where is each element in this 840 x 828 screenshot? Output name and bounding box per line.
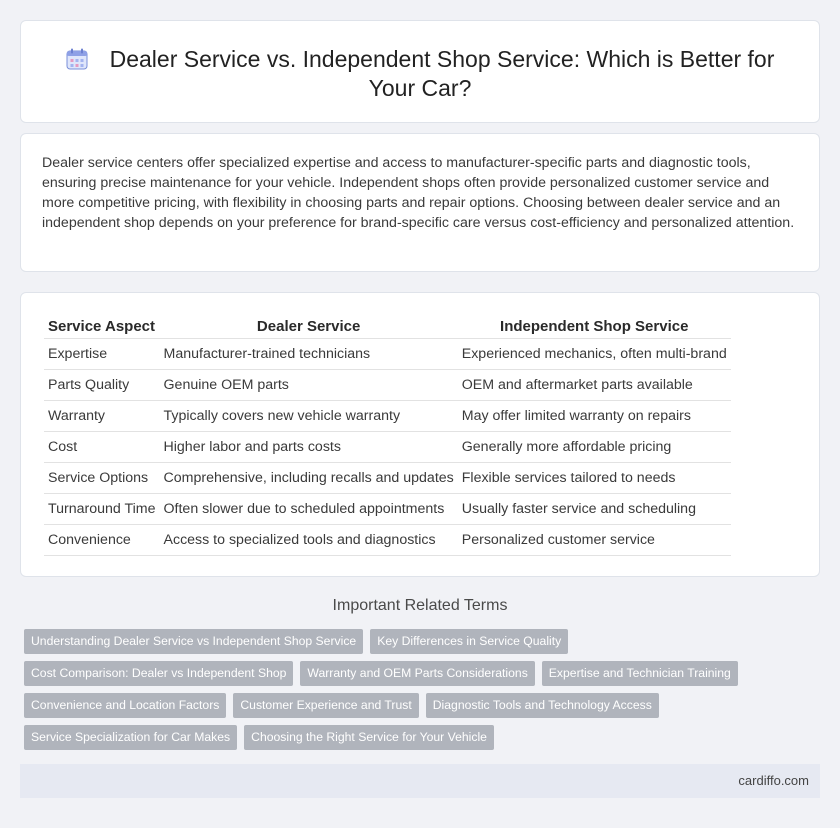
cell-aspect: Service Options <box>44 463 160 494</box>
cell-aspect: Cost <box>44 432 160 463</box>
cell-aspect: Turnaround Time <box>44 494 160 525</box>
related-tag[interactable]: Diagnostic Tools and Technology Access <box>426 693 659 718</box>
table-row <box>44 494 731 525</box>
cell-dealer: Often slower due to scheduled appointments <box>160 494 458 525</box>
table-header-row <box>44 315 731 339</box>
table-row <box>44 339 731 370</box>
related-tag[interactable]: Customer Experience and Trust <box>233 693 418 718</box>
tag-row <box>24 661 738 686</box>
tag-row <box>24 693 659 718</box>
cell-independent: OEM and aftermarket parts available <box>458 370 731 401</box>
cell-independent: Usually faster service and scheduling <box>458 494 731 525</box>
cell-independent: Generally more affordable pricing <box>458 432 731 463</box>
tag-row <box>24 629 568 654</box>
page-title: Dealer Service vs. Independent Shop Service: Which is Better for Your Car? <box>109 46 775 101</box>
cell-dealer: Typically covers new vehicle warranty <box>160 401 458 432</box>
related-tag[interactable]: Understanding Dealer Service vs Independent Shop Service <box>24 629 363 654</box>
table-row <box>44 463 731 494</box>
table-row <box>44 525 731 556</box>
cell-aspect: Warranty <box>44 401 160 432</box>
cell-dealer: Access to specialized tools and diagnostics <box>160 525 458 556</box>
footer <box>20 764 820 798</box>
related-terms-title: Important Related Terms <box>332 597 508 614</box>
column-header-dealer: Dealer Service <box>256 318 361 335</box>
cell-dealer: Comprehensive, including recalls and updates <box>160 463 458 494</box>
related-tag[interactable]: Choosing the Right Service for Your Vehicle <box>244 725 494 750</box>
cell-aspect: Expertise <box>44 339 160 370</box>
related-tag[interactable]: Expertise and Technician Training <box>542 661 738 686</box>
related-tag[interactable]: Convenience and Location Factors <box>24 693 226 718</box>
cell-aspect: Convenience <box>44 525 160 556</box>
cell-dealer: Manufacturer-trained technicians <box>160 339 458 370</box>
footer-site-link[interactable]: cardiffo.com <box>738 773 809 788</box>
table-row <box>44 432 731 463</box>
related-tag[interactable]: Key Differences in Service Quality <box>370 629 568 654</box>
calendar-icon <box>66 48 88 70</box>
cell-independent: May offer limited warranty on repairs <box>458 401 731 432</box>
comparison-table <box>44 315 731 556</box>
cell-dealer: Genuine OEM parts <box>160 370 458 401</box>
intro-card <box>20 133 820 272</box>
cell-independent: Personalized customer service <box>458 525 731 556</box>
header-card <box>20 20 820 123</box>
page-title-row <box>21 45 819 103</box>
column-header-independent: Independent Shop Service <box>500 318 689 335</box>
intro-paragraph: Dealer service centers offer specialized expertise and access to manufacturer-specific parts and diagnostic tools, ensuring precise maintenance for your vehicle. Independent shops often provide personalized customer service and more competitive pricing, with flexibility in choosing parts and repair options. Choosing between dealer service and an independent shop depends on your preference for brand-specific care versus cost-efficiency and personalized attention. <box>42 155 795 231</box>
related-tag[interactable]: Warranty and OEM Parts Considerations <box>300 661 534 686</box>
cell-dealer: Higher labor and parts costs <box>160 432 458 463</box>
cell-independent: Flexible services tailored to needs <box>458 463 731 494</box>
related-tag[interactable]: Cost Comparison: Dealer vs Independent Shop <box>24 661 293 686</box>
cell-independent: Experienced mechanics, often multi-brand <box>458 339 731 370</box>
comparison-table-card <box>20 292 820 577</box>
cell-aspect: Parts Quality <box>44 370 160 401</box>
tag-row <box>24 725 494 750</box>
table-row <box>44 401 731 432</box>
table-row <box>44 370 731 401</box>
column-header-aspect: Service Aspect <box>48 318 156 335</box>
related-tag[interactable]: Service Specialization for Car Makes <box>24 725 237 750</box>
